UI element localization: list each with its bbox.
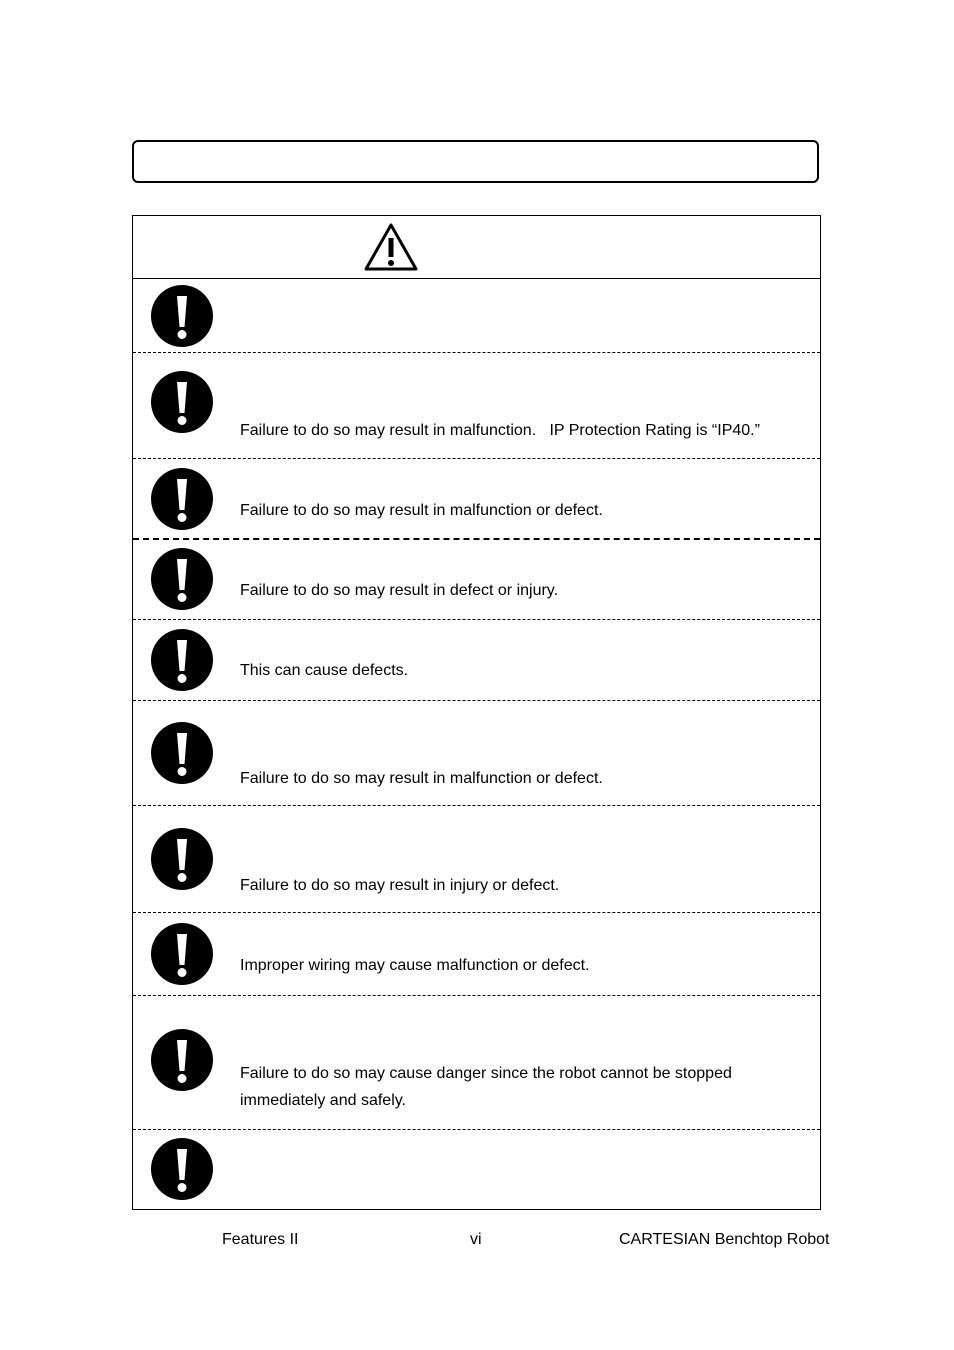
exclamation-icon <box>151 828 213 890</box>
section-title-box <box>132 140 819 183</box>
exclamation-icon <box>151 923 213 985</box>
caution-row <box>133 1130 820 1209</box>
exclamation-icon <box>151 285 213 347</box>
footer-section-name: Features II <box>222 1231 299 1248</box>
caution-table-header <box>133 216 820 279</box>
caution-row-text: Failure to do so may cause danger since the robot cannot be stopped immediately and safely. <box>240 1065 737 1109</box>
exclamation-icon <box>151 371 213 433</box>
warning-triangle-icon <box>363 222 419 272</box>
footer-product-name: CARTESIAN Benchtop Robot <box>619 1231 830 1248</box>
footer-page-number: vi <box>470 1231 482 1248</box>
caution-row <box>133 913 820 996</box>
caution-row <box>133 996 820 1130</box>
caution-row-text: Failure to do so may result in defect or injury. <box>240 582 559 599</box>
exclamation-icon <box>151 1029 213 1091</box>
caution-row <box>133 806 820 913</box>
caution-row <box>133 620 820 701</box>
caution-row-text: Failure to do so may result in malfunction or defect. <box>240 502 603 519</box>
caution-row-text: Improper wiring may cause malfunction or defect. <box>240 957 590 974</box>
caution-row-text: Failure to do so may result in malfunction. IP Protection Rating is “IP40.” <box>240 422 760 439</box>
exclamation-icon <box>151 722 213 784</box>
exclamation-icon <box>151 468 213 530</box>
caution-row <box>133 540 820 620</box>
caution-row <box>133 279 820 353</box>
caution-row-text: This can cause defects. <box>240 662 409 679</box>
exclamation-icon <box>151 1138 213 1200</box>
exclamation-icon <box>151 629 213 691</box>
caution-row <box>133 353 820 459</box>
caution-row <box>133 459 820 540</box>
caution-row-text: Failure to do so may result in malfunction or defect. <box>240 770 603 787</box>
caution-row <box>133 701 820 806</box>
caution-row-text: Failure to do so may result in injury or defect. <box>240 877 560 894</box>
caution-table <box>132 215 821 1210</box>
exclamation-icon <box>151 548 213 610</box>
